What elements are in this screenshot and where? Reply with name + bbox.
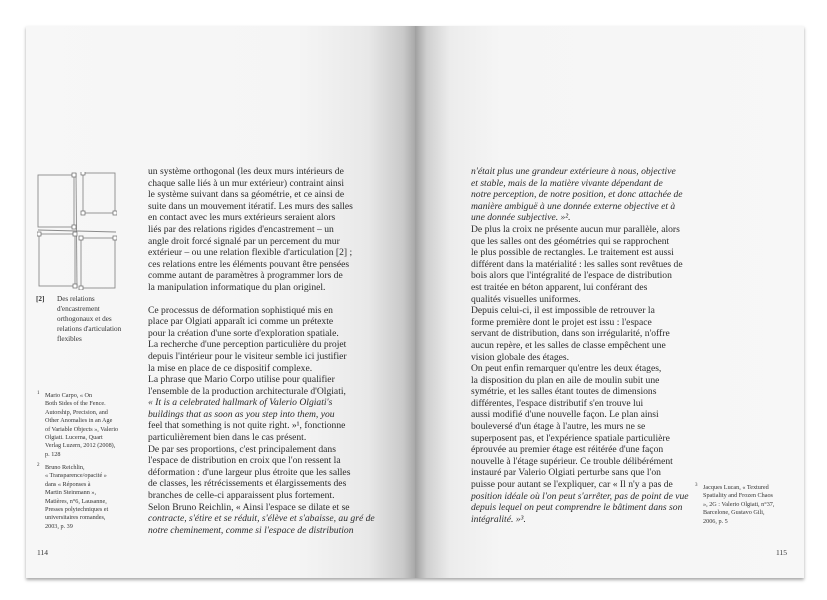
- footnote-line: « Transparence/opacité »: [45, 472, 107, 480]
- text-line: liés par des relations rigides d'encastrement – un: [148, 223, 334, 235]
- text-line: symétrie, et les salles étant toutes de dimensions: [471, 386, 657, 398]
- footnote-2: [37, 462, 149, 530]
- text-line: aucun repère, et les salles de classe empêchent une: [471, 339, 666, 351]
- text-line: l'ensemble de la production architecturale d'Olgiati,: [148, 385, 346, 397]
- text-line: l'espace de distribution en croix que l'on ressent la: [148, 455, 341, 467]
- text-line: particulièrement bien dans le cas présent.: [148, 432, 307, 444]
- text-line: un système orthogonal (les deux murs intérieurs de: [148, 166, 344, 177]
- text-line: une donnée subjective. »².: [471, 212, 571, 224]
- right-page: [415, 26, 804, 578]
- caption-line: relations d'articulation: [57, 325, 122, 333]
- text-line: Depuis celui-ci, il est impossible de retrouver la: [471, 305, 655, 317]
- footnote-line: Jacques Lucan, « Textured: [703, 484, 769, 491]
- text-line: qualités visuelles uniformes.: [471, 293, 581, 305]
- footnote-line: 2003, p. 39: [45, 522, 73, 530]
- paragraph: [471, 224, 691, 525]
- left-page: [26, 26, 415, 578]
- caption-line: flexibles: [57, 335, 82, 343]
- footnote-3: [695, 482, 795, 525]
- figure-number: [2]: [36, 295, 45, 303]
- text-line: La phrase que Mario Corpo utilise pour qualifier: [148, 374, 335, 386]
- text-line: contracte, s'étire et se réduit, s'élève et s'abaisse, au gré de: [148, 513, 375, 525]
- footnote-line: », 2G : Valerio Olgiati, n°37,: [703, 500, 775, 508]
- footnote-line: Olgiati. Lucerna, Quart: [45, 434, 103, 442]
- left-body-text: [148, 166, 375, 541]
- text-line: instauré par Valerio Olgiati perturbe sans que l'on: [471, 467, 661, 479]
- footnote-line: Verlag Luzern, 2012 (2008),: [45, 442, 116, 450]
- page-number: 114: [37, 548, 48, 557]
- figure-caption: [36, 294, 154, 343]
- caption-line: orthogonaux et des: [57, 315, 112, 323]
- text-line: notre cheminement, comme si l'espace de distribution: [148, 524, 354, 536]
- footnote-marker: 2: [37, 463, 40, 468]
- text-line: depuis lequel on peut comprendre le bâtiment dans son: [471, 502, 683, 514]
- text-line: suite dans un mouvement itératif. Les murs des salles: [148, 200, 353, 212]
- text-line: branches de celle-ci apparaissent plus fortement.: [148, 490, 335, 502]
- text-line: bouleversé d'un étage à l'autre, les murs ne se: [471, 421, 646, 433]
- text-line: la manipulation informatique du plan originel.: [148, 281, 326, 293]
- text-line: chaque salle liés à un mur extérieur) contraint ainsi: [148, 177, 345, 189]
- footnote-1: [37, 390, 149, 458]
- text-line: servant de distribution, dans son irrégularité, n'offre: [471, 328, 670, 340]
- text-line: n'était plus une grandeur extérieure à nous, objective: [471, 166, 676, 177]
- text-line: « It is a celebrated hallmark of Valerio Olgiati's: [148, 397, 333, 409]
- footnote-line: Spatiality and Frozen Chaos: [703, 492, 773, 500]
- text-line: nouvelle à l'étage supérieur. Ce trouble délibérément: [471, 455, 673, 467]
- text-line: le système suivant dans sa géométrie, et ce ainsi de: [148, 189, 345, 201]
- text-line: La recherche d'une perception particulière du projet: [148, 339, 347, 351]
- paragraph: [148, 166, 371, 294]
- text-line: comme autant de paramètres à programmer lors de: [148, 270, 343, 282]
- text-line: On peut enfin remarquer qu'entre les deux étages,: [471, 363, 662, 375]
- text-line: le plus possible de rectangles. Le traitement est aussi: [471, 247, 674, 259]
- footnote-line: universitaires romandes,: [45, 514, 106, 522]
- text-line: différent dans la matérialité : les salles sont revêtues de: [471, 258, 683, 270]
- text-line: différentes, l'espace distributif s'en trouve lui: [471, 397, 644, 409]
- footnote-marker: 1: [37, 391, 40, 396]
- caption-line: d'encastrement: [57, 305, 100, 313]
- footnote-marker: 3: [695, 483, 698, 488]
- text-line: feel that something is not quite right. »¹, fonctionne: [148, 420, 346, 432]
- text-line: forme première dont le projet est issu : l'espace: [471, 316, 652, 328]
- paragraph: [148, 304, 375, 537]
- text-line: buildings that as soon as you step into them, you: [148, 408, 335, 420]
- text-line: depuis l'intérieur pour le visiteur semble ici justifier: [148, 350, 347, 362]
- text-line: vision globale des étages.: [471, 351, 570, 363]
- footnote-line: Barcelone, Gustavo Gili,: [703, 509, 765, 517]
- footnote-line: 2006, p. 5: [703, 517, 728, 525]
- text-line: ces relations entre les éléments pouvant être pensées: [148, 258, 350, 270]
- footnote-line: of Variable Objects », Valerio: [45, 425, 119, 433]
- text-line: que les salles ont des géométries qui se rapprochent: [471, 235, 670, 247]
- caption-line: Des relations: [57, 295, 95, 303]
- footnote-line: Both Sides of the Fence.: [45, 400, 106, 408]
- text-line: superposent pas, et l'expérience spatiale particulière: [471, 432, 670, 444]
- text-line: Ce processus de déformation sophistiqué mis en: [148, 304, 333, 316]
- footnote-line: Autorship, Precision, and: [45, 408, 108, 416]
- text-line: en contact avec les murs extérieurs seraient alors: [148, 212, 336, 224]
- page-number: 115: [776, 548, 787, 557]
- text-line: De par ses proportions, c'est principalement dans: [148, 443, 336, 455]
- text-line: est traitée en béton apparent, lui conférant des: [471, 281, 648, 293]
- text-line: pour la création d'une sorte d'exploration spatiale.: [148, 327, 339, 339]
- text-line: intégralité. »³.: [471, 513, 526, 525]
- text-line: puisse pour autant se l'expliquer, car « Il n'y a pas de: [471, 479, 673, 491]
- right-body-text: [471, 166, 691, 530]
- text-line: extérieur – ou une relation flexible d'articulation [2] ;: [148, 247, 353, 259]
- text-line: angle droit forcé signalé par un percement du mur: [148, 235, 340, 247]
- text-line: notre perception, de notre position, et donc attachée de: [471, 189, 683, 201]
- footnote-line: Mario Carpo, « On: [45, 392, 93, 399]
- footnote-line: Martin Steinmann »,: [45, 489, 97, 497]
- footnote-line: Other Anomalies in an Age: [45, 417, 113, 425]
- text-line: position idéale où l'on peut s'arrêter, pas de point de vue: [471, 490, 689, 502]
- text-line: aussi modifié d'une nouvelle façon. Le plan ainsi: [471, 409, 659, 421]
- text-line: de classes, les rétrécissements et élargissements des: [148, 478, 347, 490]
- footnote-line: dans « Réponses à: [45, 480, 91, 488]
- footnote-line: p. 128: [45, 450, 61, 458]
- text-line: bois alors que l'intégralité de l'espace de distribution: [471, 270, 672, 282]
- text-line: la mise en place de ce dispositif complexe.: [148, 362, 313, 374]
- plan-diagram-figure: [37, 172, 117, 290]
- text-line: place par Olgiati apparaît ici comme un prétexte: [148, 316, 334, 328]
- footnote-line: Matières, n°6, Lausanne,: [45, 497, 107, 505]
- text-line: De plus la croix ne présente aucun mur parallèle, alors: [471, 223, 680, 235]
- open-book: [26, 26, 804, 578]
- footnote-line: Presses polytechniques et: [45, 506, 109, 514]
- text-line: manière ambiguë à une donnée externe objective et à: [471, 200, 676, 212]
- paragraph: [471, 166, 691, 224]
- text-line: déformation : d'une largeur plus étroite que les salles: [148, 466, 351, 478]
- text-line: Selon Bruno Reichlin, « Ainsi l'espace se dilate et se: [148, 501, 350, 513]
- text-line: la disposition du plan en aile de moulin subit une: [471, 374, 660, 386]
- text-line: et stable, mais de la matière vivante dépendant de: [471, 177, 663, 189]
- footnote-line: Bruno Reichlin,: [45, 464, 85, 471]
- text-line: éprouvée au premier étage est réitérée d'une façon: [471, 444, 664, 456]
